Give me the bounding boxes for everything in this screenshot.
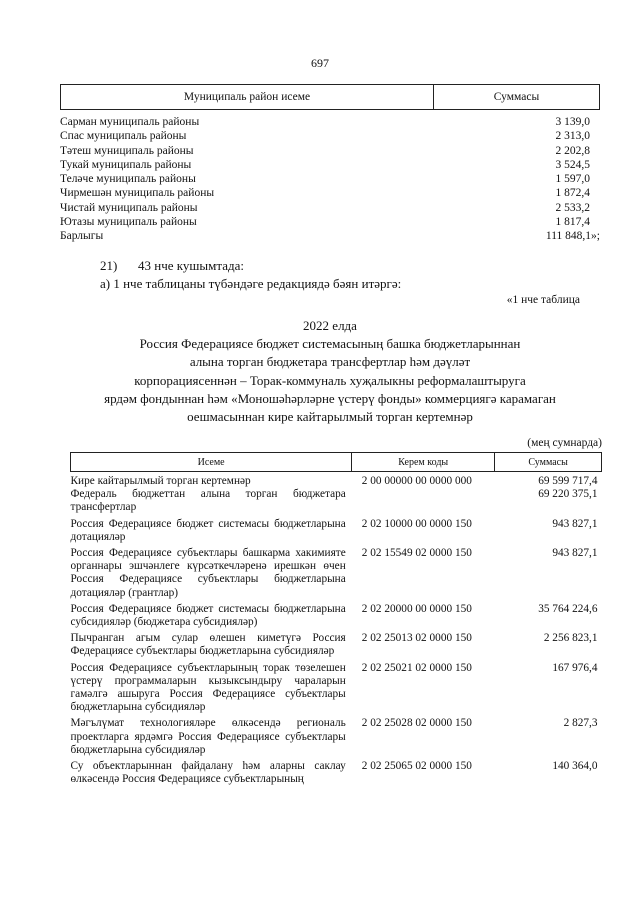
row-sum: 2 827,3 bbox=[563, 717, 598, 730]
district-name: Спас муниципаль районы bbox=[60, 130, 187, 143]
table-header bbox=[60, 84, 600, 110]
district-name: Тукай муниципаль районы bbox=[60, 158, 192, 171]
column-header-code: Керем коды bbox=[352, 453, 495, 472]
district-sums-table bbox=[60, 84, 600, 244]
district-sum: 2 533,2 bbox=[555, 201, 590, 214]
table-row bbox=[71, 757, 602, 786]
table-reference: «1 нче таблица bbox=[506, 294, 580, 306]
column-header-sum: Суммасы bbox=[493, 91, 540, 103]
row-name: Россия Федерациясе бюджет системасы бюджетларына субсидияләр (бюджетара субсидияләр) bbox=[70, 602, 346, 629]
district-sum: 2 202,8 bbox=[555, 144, 590, 157]
column-header-district: Муниципаль район исеме bbox=[61, 85, 434, 109]
title-line: алына торган бюджетара трансфертлар һәм дәүләт bbox=[189, 354, 471, 370]
row-name: Россия Федерациясе субъектлары башкарма хакимияте органнары эшчәнлеге күрсәткечләренә ирешкән өчен Россия Федерациясе субъектлары бюджетларына дотацияләр (грантлар) bbox=[70, 547, 346, 599]
district-name: Чистай муниципаль районы bbox=[60, 201, 198, 214]
table-row bbox=[60, 158, 600, 172]
row-code: 2 02 25028 02 0000 150 bbox=[361, 717, 472, 730]
table-row bbox=[60, 172, 600, 186]
district-sum: 2 313,0 bbox=[555, 130, 590, 143]
title-line: корпорациясеннән – Торак-коммуналь хуҗалыкны реформалаштыруга bbox=[134, 372, 526, 388]
row-code: 2 02 25065 02 0000 150 bbox=[361, 760, 472, 773]
table-row bbox=[60, 144, 600, 158]
table-title bbox=[60, 317, 600, 426]
row-code: 2 02 25021 02 0000 150 bbox=[361, 661, 472, 674]
district-sum: 1 597,0 bbox=[555, 173, 590, 186]
unit-note: (мең сумнарда) bbox=[527, 437, 602, 449]
row-code: 2 02 10000 00 0000 150 bbox=[361, 517, 472, 530]
table-row bbox=[71, 544, 602, 600]
table-row bbox=[60, 215, 600, 229]
column-header-name: Исеме bbox=[71, 453, 352, 472]
district-sum: 1 872,4 bbox=[555, 187, 590, 200]
row-sum: 69 220 375,1 bbox=[538, 488, 598, 501]
table-header bbox=[71, 453, 602, 472]
title-line: оешмасыннан кире кайтарылмый торган кертемнәр bbox=[187, 409, 473, 425]
subparagraph-a: а) 1 нче таблицаны түбәндәге редакциядә бәян итәргә: bbox=[100, 276, 402, 291]
total-label: Барлыгы bbox=[60, 230, 104, 243]
row-name: Федераль бюджеттан алына торган бюджетара трансфертлар bbox=[70, 488, 346, 514]
title-line: ярдәм фондыннан һәм «Моношәһәрләрне үстерү фонды» коммерциягә карамаган bbox=[104, 390, 556, 406]
district-sum: 3 524,5 bbox=[555, 158, 590, 171]
table-row bbox=[60, 129, 600, 143]
table-row bbox=[60, 186, 600, 200]
district-name: Чирмешән муниципаль районы bbox=[60, 187, 215, 200]
title-line: Россия Федерациясе бюджет системасының башка бюджетларыннан bbox=[139, 336, 521, 352]
row-name: Кире кайтарылмый торган кертемнәр bbox=[70, 475, 251, 487]
district-sum: 3 139,0 bbox=[555, 116, 590, 128]
table-row bbox=[71, 600, 602, 629]
row-sum: 69 599 717,4 bbox=[538, 475, 598, 487]
row-sum: 140 364,0 bbox=[552, 760, 598, 773]
district-sum: 1 817,4 bbox=[555, 216, 590, 229]
row-sum: 35 764 224,6 bbox=[538, 602, 598, 615]
row-code: 2 02 25013 02 0000 150 bbox=[361, 632, 472, 645]
district-name: Сарман муниципаль районы bbox=[60, 116, 200, 128]
row-sum: 167 976,4 bbox=[552, 661, 598, 674]
row-name: Мәгълүмат технологияләре өлкәсендә региональ проектларга ярдәмгә Россия Федерациясе субъектлары бюджетларына субсидияләр bbox=[70, 717, 346, 756]
table-row bbox=[71, 629, 602, 658]
table-row bbox=[71, 659, 602, 715]
transfers-table bbox=[70, 452, 602, 786]
row-name: Пычранган агым сулар өлешен киметүгә Россия Федерациясе субъектлары бюджетларына субсидияләр bbox=[70, 632, 346, 658]
total-sum: 111 848,1»; bbox=[545, 230, 600, 243]
row-name: Россия Федерациясе бюджет системасы бюджетларына дотацияләр bbox=[70, 517, 346, 543]
paragraph-number: 21) bbox=[100, 258, 118, 273]
district-name: Ютазы муниципаль районы bbox=[60, 216, 197, 229]
table-row bbox=[60, 201, 600, 215]
row-sum: 943 827,1 bbox=[552, 547, 598, 560]
district-name: Теләче муниципаль районы bbox=[60, 173, 196, 186]
table-row bbox=[71, 714, 602, 757]
page-number: 697 bbox=[311, 56, 329, 70]
paragraph-21 bbox=[100, 258, 244, 274]
table-row bbox=[71, 472, 602, 489]
row-name: Су объектларыннан файдалану һәм аларны саклау өлкәсендә Россия Федерациясе субъектларының bbox=[70, 760, 346, 786]
row-code: 2 02 20000 00 0000 150 bbox=[361, 602, 472, 615]
district-name: Тәтеш муниципаль районы bbox=[60, 144, 194, 157]
table-row bbox=[71, 488, 602, 514]
row-code: 2 00 00000 00 0000 000 bbox=[361, 475, 472, 487]
table-row bbox=[60, 115, 600, 129]
column-header-sum: Суммасы bbox=[495, 453, 602, 472]
row-name: Россия Федерациясе субъектларының торак төзелешен үстерү программаларын кызыксындыру чараларын гамәлгә ашыруга Россия Федерациясе субъектлары бюджетларына субсидияләр bbox=[70, 661, 346, 714]
row-code: 2 02 15549 02 0000 150 bbox=[361, 547, 472, 560]
row-sum: 2 256 823,1 bbox=[543, 632, 598, 645]
table-row bbox=[71, 515, 602, 544]
total-row bbox=[60, 229, 600, 243]
paragraph-text: 43 нче кушымтада: bbox=[138, 258, 244, 273]
row-code bbox=[352, 488, 495, 514]
row-sum: 943 827,1 bbox=[552, 517, 598, 530]
title-line: 2022 елда bbox=[303, 318, 357, 333]
